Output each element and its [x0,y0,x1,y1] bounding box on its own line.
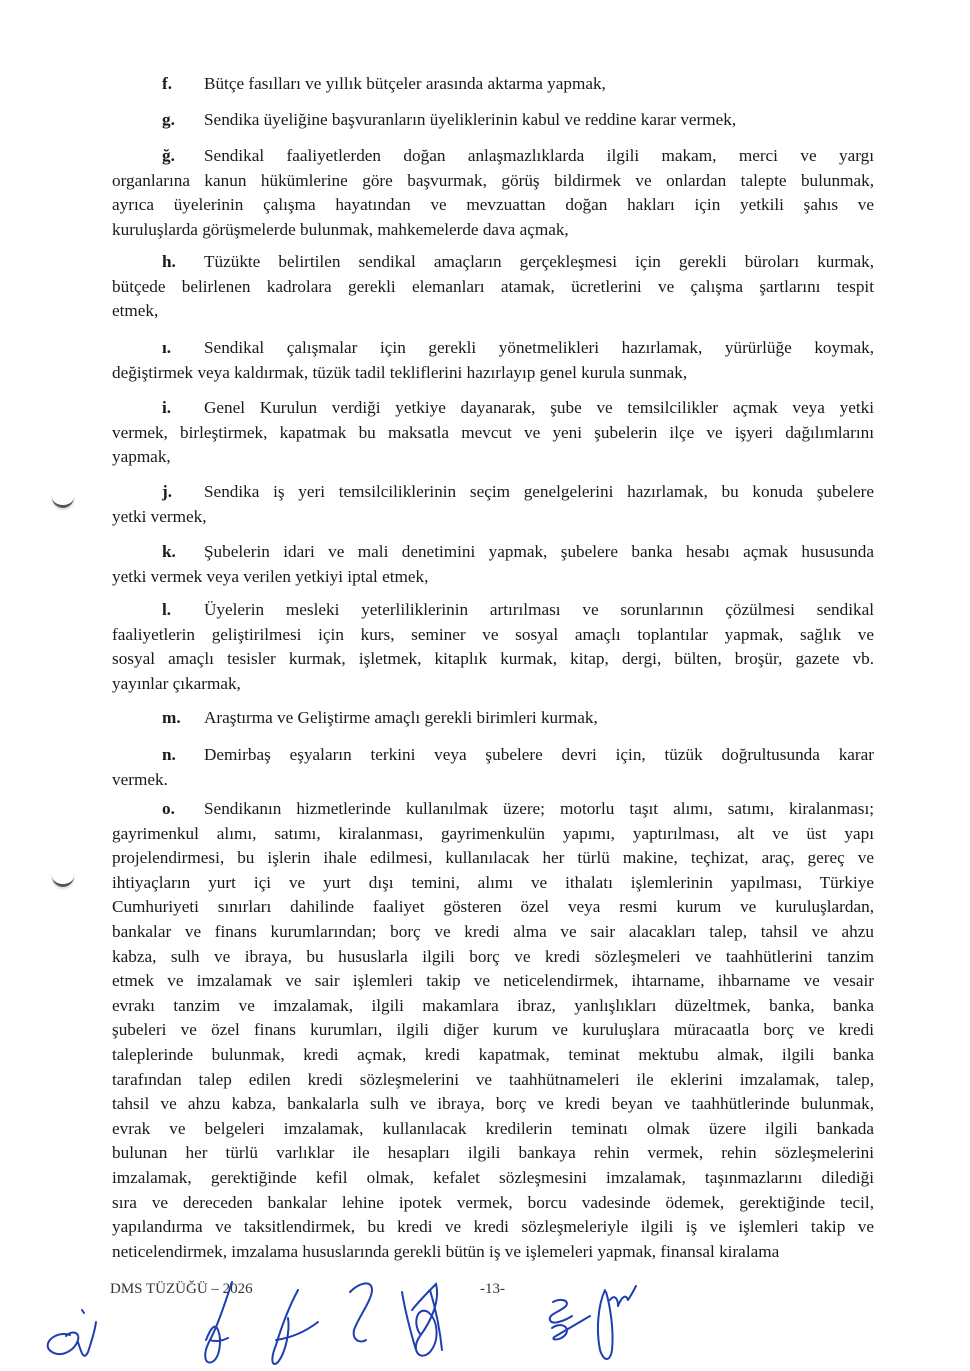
punch-hole-mark [52,493,74,508]
item-text: Genel Kurulun verdiği yetkiye dayanarak, şube ve temsilcilikler açmak veya yetki [204,398,874,417]
item-text: bulunan her türlü varlıklar ile hesapları ilgili bankaya rehin vermek, rehin sözleşmelerini [112,1143,874,1163]
item-text: imzalamak, gerektiğinde kefil olmak, kefalet sözleşmesini imzalamak, taşınmazlarını dilediği [112,1167,874,1187]
text-line [112,1141,874,1166]
item-label: i. [162,398,172,417]
item-text: kuruluşlarda görüşmelerde bulunmak, mahkemelerde dava açmak, [112,219,569,239]
list-item [112,706,874,731]
text-line [112,969,874,994]
list-item [112,72,874,97]
text-line [112,1043,874,1068]
item-text: sosyal amaçlı tesisler kurmak, işletmek, kitaplık kurmak, kitap, dergi, bülten, broşür, gazete vb. [112,649,874,669]
item-text: Cumhuriyeti sınırları dahilinde faaliyet gösteren özel veya resmi kurum ve kuruluşlardan, [112,897,874,917]
text-line [112,193,874,218]
list-item [112,144,874,242]
text-line [112,445,874,470]
signature-3 [272,1290,318,1364]
text-line [112,144,874,169]
footer-document-title: DMS TÜZÜĞÜ – 2026 [110,1281,253,1297]
item-label: k. [162,542,176,561]
item-text: Sendika üyeliğine başvuranların üyeliklerinin kabul ve reddine karar vermek, [204,110,737,129]
text-line [112,846,874,871]
text-line [112,565,874,590]
list-item [112,396,874,470]
item-text: Sendikal çalışmalar için gerekli yönetmelikleri hazırlamak, yürürlüğe koymak, [204,338,874,357]
text-line [112,822,874,847]
text-line [112,994,874,1019]
item-text: yetki vermek, [112,506,207,526]
item-text: Sendikanın hizmetlerinde kullanılmak üzere; motorlu taşıt alımı, satımı, kiralanması; [204,799,874,818]
item-label: h. [162,252,176,271]
list-item [112,797,874,1264]
item-label: m. [162,708,181,727]
item-text: ihtiyaçların yurt içi ve yurt dışı temini, alımı ve ithalatı işlemlerinin yapılması, Türkiye [112,872,874,892]
item-text: Araştırma ve Geliştirme amaçlı gerekli birimleri kurmak, [204,708,598,727]
list-item [112,336,874,385]
item-text: neticelendirmek, imzalama hususlarında gerekli bütün iş ve işlemeleri yapmak, finansal kiralama [112,1241,780,1261]
item-text: şubeleri ve özel finans kurumları, ilgili diğer kurum ve kuruluşlara müracaatla borç ve kredi [112,1020,874,1040]
text-line [112,396,874,421]
text-line [112,299,874,324]
text-line [112,672,874,697]
text-line [112,743,874,768]
item-text: bütçede belirlenen kadrolara gerekli elemanları atamak, ücretlerini ve çalışma şartlarını tespit [112,276,874,296]
text-line [112,421,874,446]
text-line [112,1215,874,1240]
item-text: tarafından talep edilen kredi sözleşmelerini ve taahhütnameleri ile eklerini imzalamak, talep, [112,1069,874,1089]
list-item [112,743,874,792]
item-text: Sendika iş yeri temsilciliklerinin seçim genelgelerini hazırlamak, bu konuda şubelere [204,482,874,501]
item-text: etmek ve imzalamak ve sair işlemleri takip ve neticelendirmek, ihtarname, ihbarname ve vesair [112,971,874,991]
item-text: evrak ve belgeleri imzalamak, kullanılacak kredilerin teminatı olmak üzere ilgili bankada [112,1118,874,1138]
item-text: sıra ve dereceden bankalar lehine ipotek vermek, borcu vadesinde ödemek, gerektiğinde tecil, [112,1192,874,1212]
text-line [112,275,874,300]
text-line [112,250,874,275]
item-text: değiştirmek veya kaldırmak, tüzük tadil tekliflerini hazırlayıp genel kurula sunmak, [112,362,688,382]
item-text: yapılandırma ve taksitlendirmek, bu kredi ve kredi sözleşmeleriyle ilgili iş ve işlemleri takip ve [112,1217,874,1237]
item-text: Demirbaş eşyaların terkini veya şubelere devri için, tüzük doğrultusunda karar [204,745,874,764]
text-line [112,72,874,97]
item-text: tahsil ve ahzu kabza, bankalarla sulh ve ibraya, borç ve kredi beyan ve taahhütlerinde bulunmak, [112,1094,874,1114]
item-label: f. [162,74,173,93]
footer-page-number: -13- [480,1281,505,1297]
item-text: kabza, sulh ve ibraya, bu hususlarla ilgili borç ve kredi sözleşmeleri ve taahhütlerini tanzim [112,946,874,966]
text-line [112,218,874,243]
item-text: vermek, birleştirmek, kapatmak bu maksatla mevcut ve yeni şubelerin ilçe ve işyeri dağılımlarını [112,422,874,442]
signature-1 [48,1310,96,1356]
text-line [112,1068,874,1093]
text-line [112,361,874,386]
item-label: n. [162,745,176,764]
text-line [112,1018,874,1043]
item-text: yetki vermek veya verilen yetkiyi iptal etmek, [112,566,429,586]
item-label: l. [162,600,172,619]
item-text: yapmak, [112,447,171,467]
item-label: g. [162,110,175,129]
item-text: vermek. [112,769,168,789]
item-label: o. [162,799,175,818]
item-text: organlarına kanun hükümlerine göre başvurmak, görüş bildirmek ve onlardan talepte bulunmak, [112,170,874,190]
list-item [112,598,874,696]
text-line [112,920,874,945]
list-item [112,108,874,133]
text-line [112,1166,874,1191]
list-item [112,540,874,589]
item-text: etmek, [112,301,159,321]
list-item [112,250,874,324]
item-text: Şubelerin idari ve mali denetimini yapmak, şubelere banka hesabı açmak hususunda [204,542,874,561]
signature-6 [550,1286,636,1359]
signature-4 [350,1283,372,1341]
item-text: taleplerinde bulunmak, kredi açmak, kredi kapatmak, teminat mektubu almak, ilgili banka [112,1044,874,1064]
item-text: projelendirmesi, bu işlerin ihale edilmesi, kullanılacak her türlü makine, teçhizat, araç, gereç ve [112,848,874,868]
text-line [112,480,874,505]
text-line [112,108,874,133]
item-text: Sendikal faaliyetlerden doğan anlaşmazlıklarda ilgili makam, merci ve yargı [204,146,874,165]
text-line [112,598,874,623]
item-text: faaliyetlerin geliştirilmesi için kurs, seminer ve sosyal amaçlı toplantılar yapmak, sağlık ve [112,624,874,644]
text-line [112,540,874,565]
item-text: Tüzükte belirtilen sendikal amaçların gerçekleşmesi için gerekli büroları kurmak, [204,252,874,271]
signatures [0,1260,970,1371]
text-line [112,706,874,731]
text-line [112,505,874,530]
item-label: ğ. [162,146,175,165]
text-line [112,768,874,793]
text-line [112,871,874,896]
item-text: Üyelerin mesleki yeterliliklerinin artırılması ve sorunlarının çözülmesi sendikal [204,600,874,619]
item-text: yayınlar çıkarmak, [112,673,241,693]
item-text: evrakı tanzim ve imzalamak, ilgili makamlara ibraz, yanlışlıkları düzeltmek, banka, banka [112,995,874,1015]
item-text: Bütçe fasılları ve yıllık bütçeler arasında aktarma yapmak, [204,74,606,93]
text-line [112,1092,874,1117]
list-item [112,480,874,529]
signature-5 [402,1284,442,1356]
text-line [112,647,874,672]
text-line [112,623,874,648]
text-line [112,1117,874,1142]
text-line [112,945,874,970]
text-line [112,1191,874,1216]
text-line [112,336,874,361]
text-line [112,895,874,920]
text-line [112,797,874,822]
item-label: j. [162,482,173,501]
punch-hole-mark [52,872,74,887]
item-text: gayrimenkul alımı, satımı, kiralanması, gayrimenkulün yapımı, yaptırılması, alt ve üst yapı [112,823,874,843]
item-text: ayrıca üyelerinin çalışma hayatından ve mevzuattan doğan hakları için yetkili şahıs ve [112,195,874,215]
signature-2 [205,1282,232,1363]
item-text: bankalar ve finans kurumlarından; borç ve kredi alma ve sair alacakları talep, tahsil ve ahzu [112,921,874,941]
item-label: ı. [162,338,172,357]
text-line [112,169,874,194]
